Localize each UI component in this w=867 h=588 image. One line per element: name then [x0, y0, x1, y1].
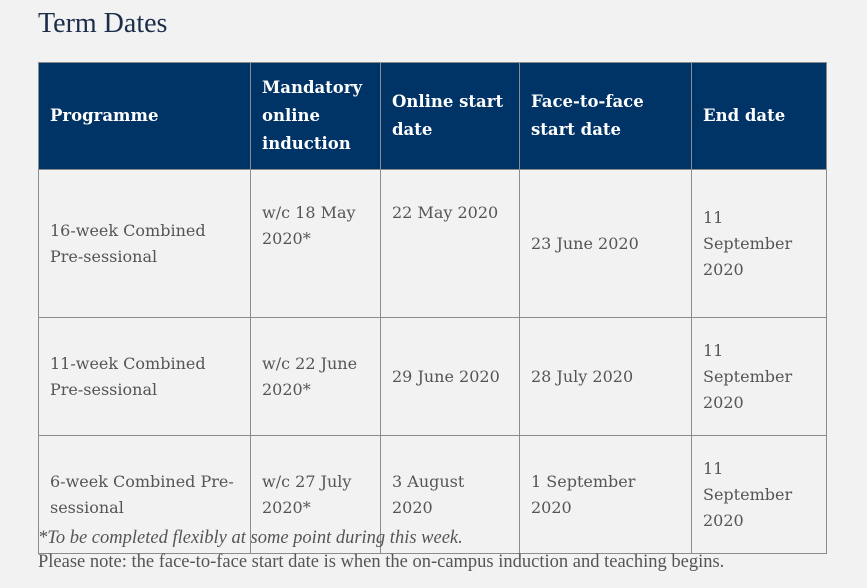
cell-online-induction: w/c 18 May 2020*	[251, 170, 381, 318]
column-header-programme: Programme	[39, 63, 251, 170]
cell-face-to-face-start: 28 July 2020	[520, 318, 692, 436]
cell-end-date: 11 September 2020	[692, 318, 827, 436]
page-title: Term Dates	[38, 8, 168, 39]
cell-online-start: 22 May 2020	[381, 170, 520, 318]
column-header-face-to-face-start: Face-to-face start date	[520, 63, 692, 170]
footnote: *To be completed flexibly at some point during this week.	[38, 528, 463, 548]
table-header-row	[39, 63, 827, 170]
cell-face-to-face-start: 1 September 2020	[520, 436, 692, 554]
cell-face-to-face-start: 23 June 2020	[520, 170, 692, 318]
table-row	[39, 318, 827, 436]
cell-programme: 16-week Combined Pre-sessional	[39, 170, 251, 318]
table-row	[39, 170, 827, 318]
cell-online-induction: w/c 27 July 2020*	[251, 436, 381, 554]
cell-programme: 6-week Combined Pre-sessional	[39, 436, 251, 554]
cell-end-date: 11 September 2020	[692, 436, 827, 554]
note: Please note: the face-to-face start date is when the on-campus induction and teaching begins.	[38, 552, 725, 572]
term-dates-table	[38, 62, 827, 554]
cell-online-start: 3 August 2020	[381, 436, 520, 554]
cell-programme: 11-week Combined Pre-sessional	[39, 318, 251, 436]
column-header-online-induction: Mandatory online induction	[251, 63, 381, 170]
column-header-online-start: Online start date	[381, 63, 520, 170]
cell-online-start: 29 June 2020	[381, 318, 520, 436]
cell-online-induction: w/c 22 June 2020*	[251, 318, 381, 436]
cell-end-date: 11 September 2020	[692, 170, 827, 318]
column-header-end-date: End date	[692, 63, 827, 170]
